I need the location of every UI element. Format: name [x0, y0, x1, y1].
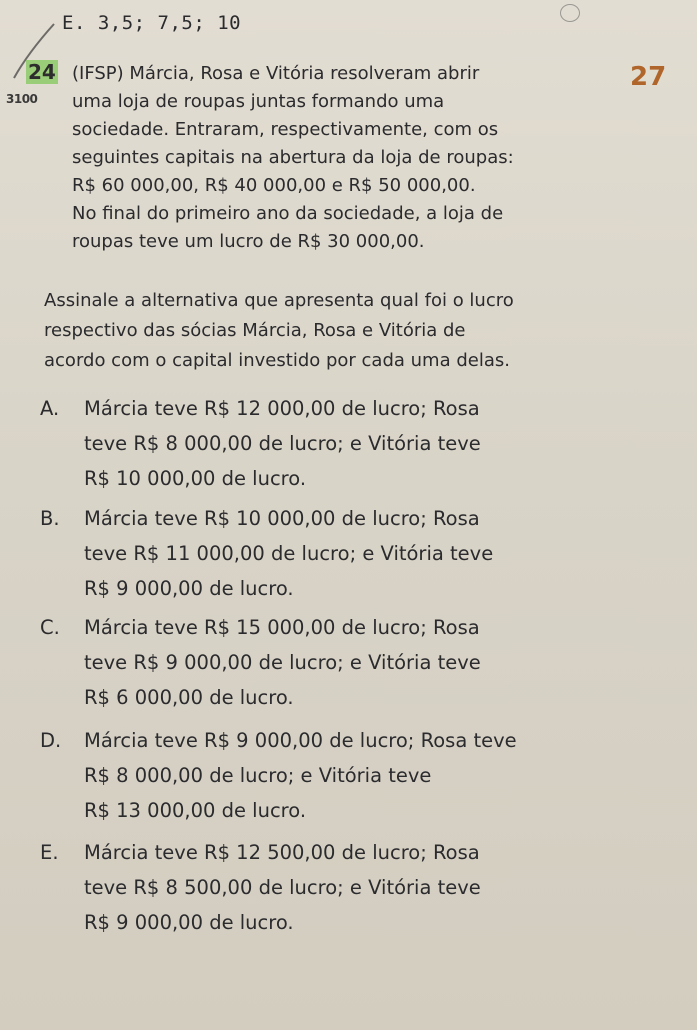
option-line: teve R$ 8 500,00 de lucro; e Vitória teve	[84, 876, 481, 899]
option-line: Márcia teve R$ 12 000,00 de lucro; Rosa	[84, 397, 480, 420]
option-c[interactable]	[40, 610, 652, 715]
option-line: teve R$ 9 000,00 de lucro; e Vitória teve	[84, 651, 481, 674]
statement-line: roupas teve um lucro de R$ 30 000,00.	[72, 231, 425, 252]
option-line: teve R$ 11 000,00 de lucro; e Vitória teve	[84, 542, 494, 565]
option-letter: B.	[40, 507, 60, 530]
option-line: R$ 8 000,00 de lucro; e Vitória teve	[84, 764, 432, 787]
option-letter: D.	[40, 729, 62, 752]
statement-line: sociedade. Entraram, respectivamente, com os	[72, 119, 499, 140]
pencil-circle-mark	[560, 4, 580, 22]
prompt-line: acordo com o capital investido por cada uma delas.	[44, 350, 510, 371]
question-number	[26, 60, 58, 84]
option-line: Márcia teve R$ 12 500,00 de lucro; Rosa	[84, 841, 480, 864]
option-line: Márcia teve R$ 15 000,00 de lucro; Rosa	[84, 616, 480, 639]
handwritten-side-note: 3100	[6, 92, 38, 106]
option-text	[40, 610, 652, 715]
option-d[interactable]	[40, 723, 652, 828]
previous-question-option-e: E. 3,5; 7,5; 10	[62, 12, 242, 34]
statement-line: seguintes capitais na abertura da loja de roupas:	[72, 147, 514, 168]
question-number-highlight: 24	[28, 60, 56, 84]
option-a[interactable]	[40, 391, 652, 496]
question-prompt	[44, 286, 644, 376]
option-e[interactable]	[40, 835, 652, 940]
page-number: 27	[630, 62, 667, 92]
option-text	[40, 501, 652, 606]
question-statement	[72, 60, 632, 256]
statement-line: uma loja de roupas juntas formando uma	[72, 91, 445, 112]
option-line: R$ 10 000,00 de lucro.	[84, 467, 307, 490]
option-line: R$ 6 000,00 de lucro.	[84, 686, 294, 709]
option-line: R$ 9 000,00 de lucro.	[84, 577, 294, 600]
option-letter: C.	[40, 616, 60, 639]
statement-line: No final do primeiro ano da sociedade, a loja de	[72, 203, 504, 224]
option-letter: E.	[40, 841, 59, 864]
option-line: Márcia teve R$ 10 000,00 de lucro; Rosa	[84, 507, 480, 530]
option-text	[40, 835, 652, 940]
statement-line: R$ 60 000,00, R$ 40 000,00 e R$ 50 000,00.	[72, 175, 476, 196]
option-b[interactable]	[40, 501, 652, 606]
option-line: Márcia teve R$ 9 000,00 de lucro; Rosa teve	[84, 729, 517, 752]
option-line: R$ 9 000,00 de lucro.	[84, 911, 294, 934]
statement-line: (IFSP) Márcia, Rosa e Vitória resolveram abrir	[72, 63, 480, 84]
option-text	[40, 391, 652, 496]
prompt-line: respectivo das sócias Márcia, Rosa e Vitória de	[44, 320, 466, 341]
prompt-line: Assinale a alternativa que apresenta qual foi o lucro	[44, 290, 514, 311]
option-text	[40, 723, 652, 828]
option-line: R$ 13 000,00 de lucro.	[84, 799, 307, 822]
option-letter: A.	[40, 397, 60, 420]
option-line: teve R$ 8 000,00 de lucro; e Vitória teve	[84, 432, 481, 455]
